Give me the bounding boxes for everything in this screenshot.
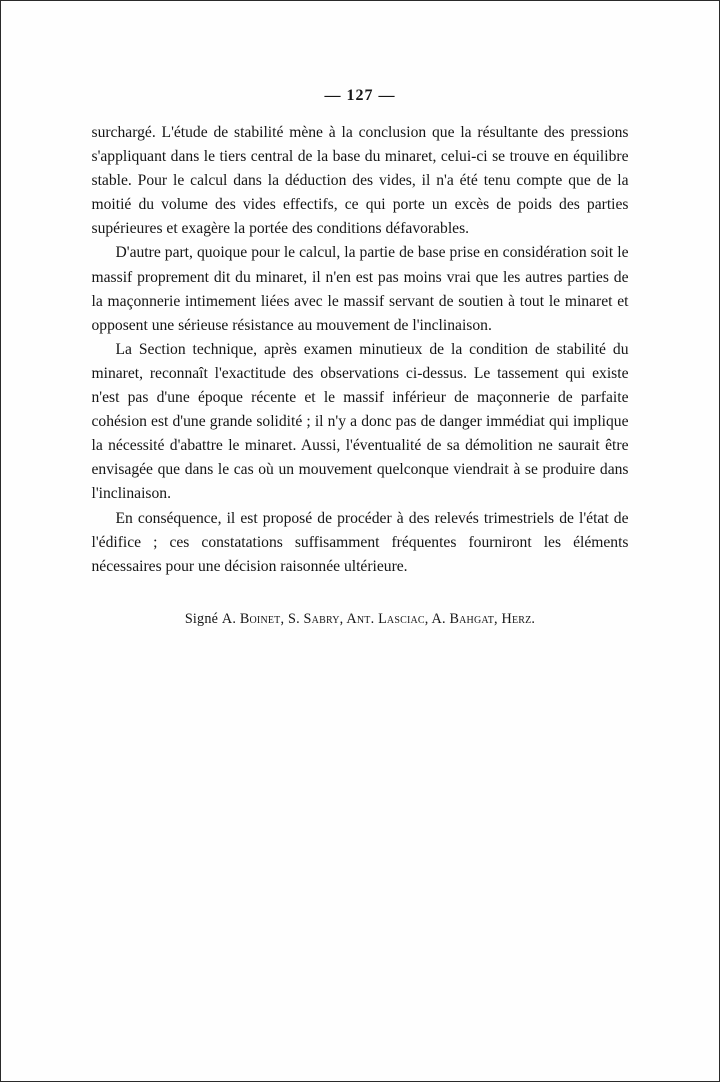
paragraph-3: La Section technique, après examen minutieux de la condition de stabilité du minaret, reconnaît l'exactitude des observations ci-dessus. Le tassement qui existe n'est pas d'une époque récente et le massif inférieur de maçonnerie de parfaite cohésion est d'une grande solidité ; il n'y a donc pas de danger immédiat qui implique la nécessité d'abattre le minaret. Aussi, l'éventualité de sa démolition ne saurait être envisagée que dans le cas où un mouvement quelconque viendrait à se produire dans l'inclinaison. [91, 340, 629, 503]
text-block [92, 121, 629, 631]
signature-prefix: Signé [184, 610, 219, 627]
paragraph-1: surchargé. L'étude de stabilité mène à la conclusion que la résultante des pressions s'appliquant dans le tiers central de la base du minaret, celui-ci se trouve en équilibre stable. Pour le calcul dans la déduction des vides, il n'a été tenu compte que de la moitié du volume des vides effectifs, ce qui porte un excès de poids des parties supérieures et exagère la portée des conditions défavorables. [91, 124, 629, 238]
paragraph-2: D'autre part, quoique pour le calcul, la partie de base prise en considération soit le massif proprement dit du minaret, il n'en est pas moins vrai que les autres parties de la maçonnerie intimement liées avec le massif servant de soutien à tout le minaret et opposent une sérieuse résistance au mouvement de l'inclinaison. [91, 244, 629, 334]
paragraph-4: En conséquence, il est proposé de procéder à des relevés trimestriels de l'état de l'édifice ; ces constatations suffisamment fréquentes fourniront les éléments nécessaires pour une décision raisonnée ultérieure. [91, 509, 629, 575]
page-number: — 127 — [324, 87, 396, 104]
signature-line [92, 607, 629, 631]
signature-names: A. Boinet, S. Sabry, Ant. Lasciac, A. Bahgat, Herz. [221, 610, 536, 627]
